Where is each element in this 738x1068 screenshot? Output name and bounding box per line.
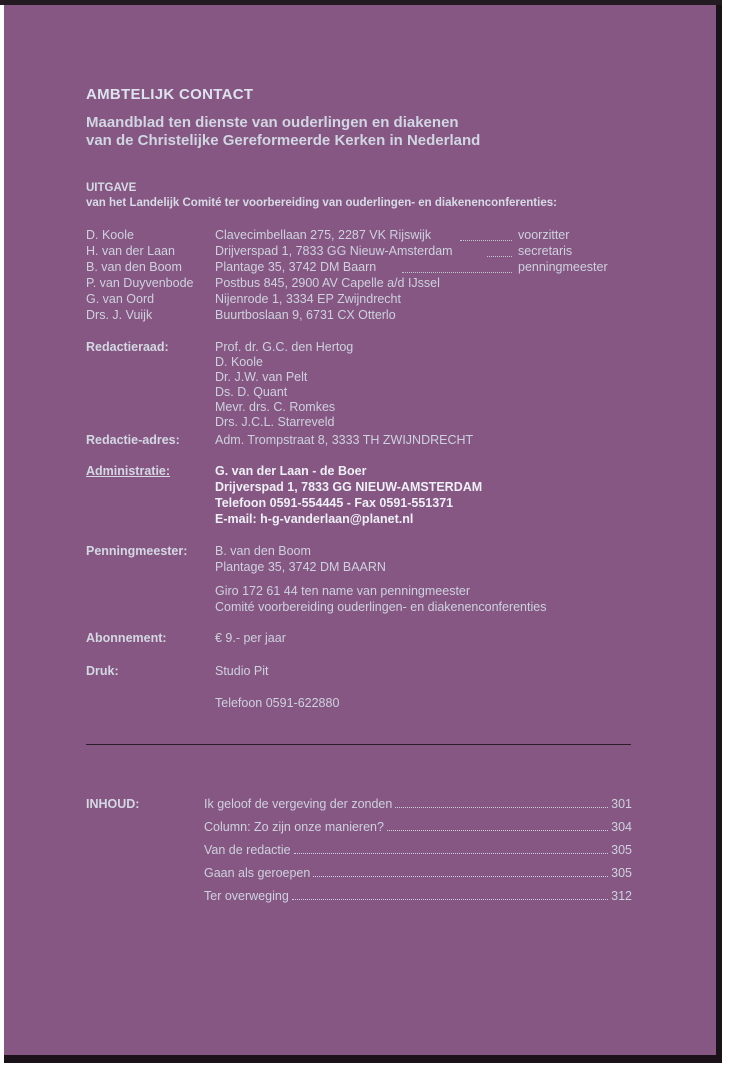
druk-phone: Telefoon 0591-622880 — [215, 696, 340, 710]
toc-title: Column: Zo zijn onze manieren? — [204, 820, 384, 834]
uitgave-text: van het Landelijk Comité ter voorbereiding van ouderlingen- en diakenenconferenties: — [86, 197, 557, 209]
committee-role: penningmeester — [518, 260, 608, 274]
redactie-adres-label: Redactie-adres: — [86, 433, 180, 447]
committee-address: Postbus 845, 2900 AV Capelle a/d IJssel — [215, 276, 440, 290]
page-edge-right — [716, 5, 722, 1063]
redactieraad-member: Ds. D. Quant — [215, 385, 288, 399]
section-divider — [86, 744, 631, 745]
toc-page: 301 — [611, 797, 632, 811]
committee-address: Buurtboslaan 9, 6731 CX Otterlo — [215, 308, 396, 322]
abonnement-value: € 9.- per jaar — [215, 631, 286, 645]
toc-page: 305 — [611, 866, 632, 880]
druk-value: Studio Pit — [215, 664, 269, 678]
administratie-line: Telefoon 0591-554445 - Fax 0591-551371 — [215, 496, 454, 510]
redactieraad-member: Drs. J.C.L. Starreveld — [215, 415, 335, 429]
committee-address: Plantage 35, 3742 DM Baarn — [215, 260, 377, 274]
toc-item — [204, 843, 632, 859]
uitgave-label: UITGAVE — [86, 182, 137, 194]
toc-item — [204, 866, 632, 882]
toc-title: Ik geloof de vergeving der zonden — [204, 797, 393, 811]
redactieraad-member: D. Koole — [215, 355, 263, 369]
penningmeester-line: B. van den Boom — [215, 544, 311, 558]
redactieraad-label: Redactieraad: — [86, 340, 169, 354]
penningmeester-label: Penningmeester: — [86, 544, 188, 558]
toc-page: 305 — [611, 843, 632, 857]
committee-name: Drs. J. Vuijk — [86, 308, 153, 322]
publication-subtitle-line1: Maandblad ten dienste van ouderlingen en diakenen — [86, 114, 459, 131]
administratie-line: G. van der Laan - de Boer — [215, 464, 367, 478]
committee-role: voorzitter — [518, 228, 570, 242]
giro-line: Giro 172 61 44 ten name van penningmeester — [215, 584, 471, 598]
administratie-email: E-mail: h-g-vanderlaan@planet.nl — [215, 512, 414, 526]
committee-name: B. van den Boom — [86, 260, 182, 274]
redactieraad-member: Prof. dr. G.C. den Hertog — [215, 340, 354, 354]
publication-subtitle-line2: van de Christelijke Gereformeerde Kerken in Nederland — [86, 132, 481, 149]
inhoud-label: INHOUD: — [86, 797, 140, 811]
leader-dots — [313, 876, 608, 877]
committee-name: H. van der Laan — [86, 244, 175, 258]
page-edge-bottom — [4, 1055, 722, 1063]
abonnement-label: Abonnement: — [86, 631, 167, 645]
committee-address: Drijverspad 1, 7833 GG Nieuw-Amsterdam — [215, 244, 453, 258]
giro-line: Comité voorbereiding ouderlingen- en diakenenconferenties — [215, 600, 547, 614]
penningmeester-line: Plantage 35, 3742 DM BAARN — [215, 560, 386, 574]
committee-address: Nijenrode 1, 3334 EP Zwijndrecht — [215, 292, 401, 306]
toc-page: 312 — [611, 889, 632, 903]
toc-title: Van de redactie — [204, 843, 291, 857]
toc-item — [204, 889, 632, 905]
druk-label: Druk: — [86, 664, 119, 678]
publication-title: AMBTELIJK CONTACT — [86, 86, 254, 103]
leader-dots — [387, 830, 608, 831]
toc-item — [204, 797, 632, 813]
toc-title: Ter overweging — [204, 889, 289, 903]
redactie-adres-value: Adm. Trompstraat 8, 3333 TH ZWIJNDRECHT — [215, 433, 474, 447]
redactieraad-member: Mevr. drs. C. Romkes — [215, 400, 336, 414]
leader-dots — [292, 899, 608, 900]
leader-dots — [402, 272, 512, 273]
redactieraad-member: Dr. J.W. van Pelt — [215, 370, 308, 384]
leader-dots — [460, 240, 512, 241]
administratie-label: Administratie: — [86, 464, 171, 478]
leader-dots — [294, 853, 609, 854]
toc-item — [204, 820, 632, 836]
committee-name: D. Koole — [86, 228, 134, 242]
administratie-line: Drijverspad 1, 7833 GG NIEUW-AMSTERDAM — [215, 480, 483, 494]
committee-name: G. van Oord — [86, 292, 155, 306]
leader-dots — [395, 807, 608, 808]
toc-page: 304 — [611, 820, 632, 834]
committee-address: Clavecimbellaan 275, 2287 VK Rijswijk — [215, 228, 432, 242]
toc-title: Gaan als geroepen — [204, 866, 311, 880]
leader-dots — [487, 256, 512, 257]
committee-role: secretaris — [518, 244, 573, 258]
committee-name: P. van Duyvenbode — [86, 276, 194, 290]
